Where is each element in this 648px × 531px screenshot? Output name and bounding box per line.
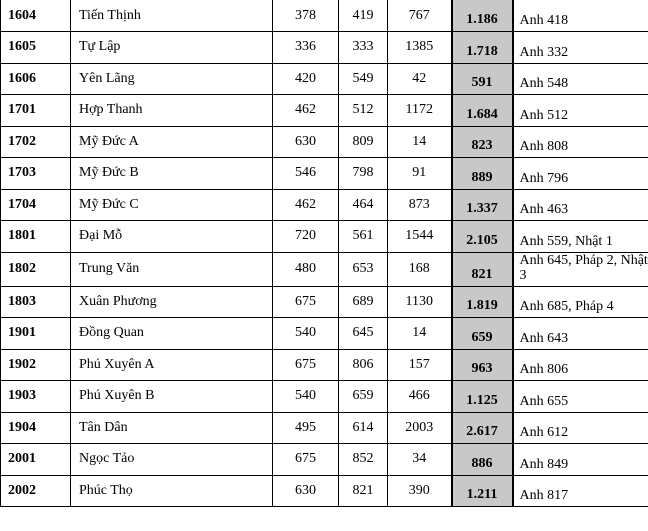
- table-row: [1, 444, 648, 476]
- language-note-cell: Anh 806: [513, 349, 648, 381]
- total-cell: 821: [452, 252, 513, 286]
- registered-cell: 512: [339, 95, 388, 127]
- registered-cell: 333: [339, 32, 388, 64]
- language-note-cell: Anh 612: [513, 412, 648, 444]
- total-cell: 886: [452, 444, 513, 476]
- registered-cell: 798: [339, 158, 388, 190]
- table-row: [1, 0, 648, 32]
- school-name-cell: Phú Xuyên A: [71, 349, 273, 381]
- table-row: [1, 221, 648, 253]
- school-code-cell: 1703: [1, 158, 71, 190]
- table-row: [1, 95, 648, 127]
- school-code-cell: 1604: [1, 0, 71, 32]
- table-row: [1, 412, 648, 444]
- language-note-cell: Anh 796: [513, 158, 648, 190]
- second-choice-cell: 42: [388, 63, 452, 95]
- table-row: [1, 63, 648, 95]
- school-name-cell: Tân Dân: [71, 412, 273, 444]
- second-choice-cell: 873: [388, 189, 452, 221]
- quota-cell: 675: [273, 444, 339, 476]
- quota-cell: 420: [273, 63, 339, 95]
- table-body: [1, 0, 648, 507]
- table-row: [1, 126, 648, 158]
- total-cell: 1.718: [452, 32, 513, 64]
- table-row: [1, 32, 648, 64]
- second-choice-cell: 390: [388, 475, 452, 507]
- table-row: [1, 252, 648, 286]
- language-note-cell: Anh 463: [513, 189, 648, 221]
- school-code-cell: 1701: [1, 95, 71, 127]
- registered-cell: 659: [339, 381, 388, 413]
- language-note-cell: Anh 512: [513, 95, 648, 127]
- language-note-cell: Anh 645, Pháp 2, Nhật 3: [513, 252, 648, 286]
- table-row: [1, 286, 648, 318]
- school-name-cell: Mỹ Đức C: [71, 189, 273, 221]
- language-note-cell: Anh 817: [513, 475, 648, 507]
- school-code-cell: 1702: [1, 126, 71, 158]
- total-cell: 1.337: [452, 189, 513, 221]
- total-cell: 2.617: [452, 412, 513, 444]
- school-name-cell: Mỹ Đức A: [71, 126, 273, 158]
- school-code-cell: 2001: [1, 444, 71, 476]
- total-cell: 889: [452, 158, 513, 190]
- language-note-cell: Anh 332: [513, 32, 648, 64]
- total-cell: 963: [452, 349, 513, 381]
- registered-cell: 809: [339, 126, 388, 158]
- school-code-cell: 1801: [1, 221, 71, 253]
- total-cell: 1.211: [452, 475, 513, 507]
- table-row: [1, 318, 648, 350]
- registered-cell: 561: [339, 221, 388, 253]
- quota-cell: 675: [273, 286, 339, 318]
- school-name-cell: Đồng Quan: [71, 318, 273, 350]
- quota-cell: 495: [273, 412, 339, 444]
- school-code-cell: 1605: [1, 32, 71, 64]
- school-name-cell: Mỹ Đức B: [71, 158, 273, 190]
- second-choice-cell: 91: [388, 158, 452, 190]
- second-choice-cell: 1385: [388, 32, 452, 64]
- school-name-cell: Hợp Thanh: [71, 95, 273, 127]
- school-name-cell: Trung Văn: [71, 252, 273, 286]
- second-choice-cell: 168: [388, 252, 452, 286]
- school-name-cell: Phúc Thọ: [71, 475, 273, 507]
- language-note-cell: Anh 548: [513, 63, 648, 95]
- school-name-cell: Phú Xuyên B: [71, 381, 273, 413]
- total-cell: 1.186: [452, 0, 513, 32]
- quota-cell: 462: [273, 95, 339, 127]
- second-choice-cell: 14: [388, 318, 452, 350]
- total-cell: 1.819: [452, 286, 513, 318]
- school-name-cell: Đại Mỗ: [71, 221, 273, 253]
- second-choice-cell: 157: [388, 349, 452, 381]
- school-code-cell: 1704: [1, 189, 71, 221]
- table-row: [1, 381, 648, 413]
- language-note-cell: Anh 643: [513, 318, 648, 350]
- quota-cell: 480: [273, 252, 339, 286]
- registered-cell: 645: [339, 318, 388, 350]
- school-name-cell: Xuân Phương: [71, 286, 273, 318]
- quota-cell: 336: [273, 32, 339, 64]
- school-code-cell: 1802: [1, 252, 71, 286]
- registered-cell: 806: [339, 349, 388, 381]
- table-row: [1, 158, 648, 190]
- language-note-cell: Anh 655: [513, 381, 648, 413]
- quota-cell: 540: [273, 318, 339, 350]
- registered-cell: 689: [339, 286, 388, 318]
- second-choice-cell: 2003: [388, 412, 452, 444]
- table-row: [1, 475, 648, 507]
- school-code-cell: 2002: [1, 475, 71, 507]
- school-code-cell: 1803: [1, 286, 71, 318]
- second-choice-cell: 1130: [388, 286, 452, 318]
- school-name-cell: Tiến Thịnh: [71, 0, 273, 32]
- second-choice-cell: 34: [388, 444, 452, 476]
- language-note-cell: Anh 849: [513, 444, 648, 476]
- registered-cell: 614: [339, 412, 388, 444]
- language-note-cell: Anh 685, Pháp 4: [513, 286, 648, 318]
- registered-cell: 549: [339, 63, 388, 95]
- total-cell: 659: [452, 318, 513, 350]
- total-cell: 591: [452, 63, 513, 95]
- school-name-cell: Ngọc Tảo: [71, 444, 273, 476]
- school-code-cell: 1903: [1, 381, 71, 413]
- total-cell: 1.684: [452, 95, 513, 127]
- quota-cell: 540: [273, 381, 339, 413]
- registered-cell: 852: [339, 444, 388, 476]
- second-choice-cell: 1172: [388, 95, 452, 127]
- table-row: [1, 349, 648, 381]
- second-choice-cell: 767: [388, 0, 452, 32]
- school-code-cell: 1904: [1, 412, 71, 444]
- language-note-cell: Anh 808: [513, 126, 648, 158]
- school-code-cell: 1901: [1, 318, 71, 350]
- quota-cell: 546: [273, 158, 339, 190]
- school-code-cell: 1902: [1, 349, 71, 381]
- registered-cell: 419: [339, 0, 388, 32]
- school-name-cell: Yên Lãng: [71, 63, 273, 95]
- second-choice-cell: 466: [388, 381, 452, 413]
- quota-cell: 675: [273, 349, 339, 381]
- second-choice-cell: 1544: [388, 221, 452, 253]
- school-name-cell: Tự Lập: [71, 32, 273, 64]
- school-code-cell: 1606: [1, 63, 71, 95]
- registered-cell: 464: [339, 189, 388, 221]
- registered-cell: 653: [339, 252, 388, 286]
- quota-cell: 378: [273, 0, 339, 32]
- quota-cell: 720: [273, 221, 339, 253]
- quota-cell: 630: [273, 126, 339, 158]
- total-cell: 1.125: [452, 381, 513, 413]
- total-cell: 2.105: [452, 221, 513, 253]
- language-note-cell: Anh 559, Nhật 1: [513, 221, 648, 253]
- table-row: [1, 189, 648, 221]
- second-choice-cell: 14: [388, 126, 452, 158]
- quota-cell: 462: [273, 189, 339, 221]
- language-note-cell: Anh 418: [513, 0, 648, 32]
- total-cell: 823: [452, 126, 513, 158]
- quota-cell: 630: [273, 475, 339, 507]
- registered-cell: 821: [339, 475, 388, 507]
